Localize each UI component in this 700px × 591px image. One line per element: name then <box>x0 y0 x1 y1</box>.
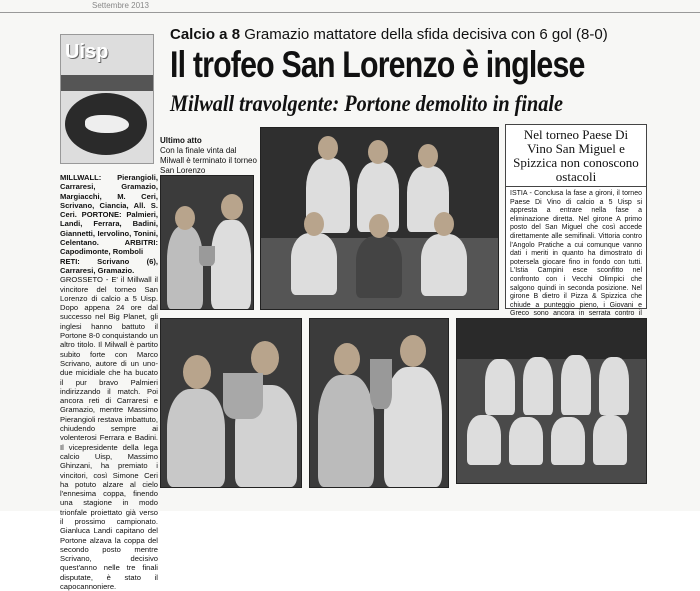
caption-title: Ultimo atto <box>160 136 202 145</box>
player <box>523 357 553 415</box>
player-head <box>434 212 454 236</box>
person-head <box>183 355 211 389</box>
player <box>356 236 402 298</box>
person-head <box>251 341 279 375</box>
trophy <box>199 246 215 266</box>
kicker-rest: Gramazio mattatore della sfida decisiva con 6 gol (8-0) <box>244 26 608 43</box>
logo-band <box>61 75 153 91</box>
trophy <box>223 373 263 419</box>
player <box>509 417 543 465</box>
photo-trophy-handover <box>160 175 254 310</box>
person-head <box>400 335 426 367</box>
person <box>167 389 225 487</box>
player <box>561 355 591 415</box>
photo-cup-bottom-center <box>309 318 449 488</box>
person <box>167 226 203 309</box>
article-column <box>60 173 158 591</box>
headline: Il trofeo San Lorenzo è inglese <box>170 44 585 85</box>
masthead-date: Settembre 2013 <box>92 1 149 10</box>
player <box>291 233 337 295</box>
kicker-bold: Calcio a 8 <box>170 26 241 43</box>
player <box>599 357 629 415</box>
article-body: GROSSETO - E' il Millwall il vincitore del torneo San Lorenzo di calcio a 5 Uisp. Dopo appena 24 ore dal successo nel Big Planet, gli inglesi hanno battuto il Portone 8-0 conquistando un altro titolo. Il Milwall è partito subito forte con Marco Scrivano, autore di un uno-due micidiale che ha bucato il pur bravo Palmieri indirizzando il match. Poi ancora reti di Carraresi e Gramazio, mentre Massimo Pierangioli restava imbattuto, chiudendo sempre ai volenterosi Ferrara e Badini. Il vicepresidente della lega calcio Uisp, Massimo Ghinzani, ha premiato i vincitori, così Simone Ceri ha potuto alzare al cielo l'ennesima coppa, finendo una stagione in modo trionfale proiettato già verso il prossimo campionato. Gianluca Landi capitano del Portone alzava la coppa del secondo posto mentre Scrivano, decisivo quest'anno nelle tre finali disputate, è stato il capocannoniere. <box>60 275 158 591</box>
person-head <box>175 206 195 230</box>
photo-team <box>260 127 499 310</box>
player-head <box>318 136 338 160</box>
person-head <box>221 194 243 220</box>
lineups: MILLWALL: Pierangioli, Carraresi, Gramazio, Margiacchi, M. Ceri, Scrivano, Ciancia, All. S. Ceri. PORTONE: Palmieri, Landi, Ferrara, Badini, Giannetti, Iervolino, Tonini, Celentano. ARBITRI: Capodimonte, Romboli <box>60 173 158 257</box>
person-head <box>334 343 360 375</box>
logo-text: Uisp <box>65 41 109 63</box>
photo-caption <box>160 136 260 176</box>
player <box>593 415 627 465</box>
player-head <box>369 214 389 238</box>
article-kicker <box>170 26 608 43</box>
player-head <box>368 140 388 164</box>
player-head <box>418 144 438 168</box>
person <box>211 220 251 309</box>
logo-emblem <box>65 93 147 155</box>
player <box>421 234 467 296</box>
person <box>318 375 374 487</box>
player <box>551 417 585 465</box>
background <box>457 319 646 359</box>
player-head <box>304 212 324 236</box>
masthead-line <box>0 0 700 13</box>
photo-team-bottom-right <box>456 318 647 484</box>
uisp-logo <box>60 34 154 164</box>
person <box>384 367 442 487</box>
sidebar-box <box>505 124 647 318</box>
photo-cup-bottom-left <box>160 318 302 488</box>
sidebar-title: Nel torneo Paese Di Vino San Miguel e Spizzica non conoscono ostacoli <box>506 125 646 187</box>
trophy <box>370 359 392 409</box>
player <box>467 415 501 465</box>
subheadline: Milwall travolgente: Portone demolito in finale <box>170 91 564 116</box>
player <box>485 359 515 415</box>
sidebar-body: ISTIA - Conclusa la fase a gironi, il torneo Paese Di Vino di calcio a 5 Uisp si appresta a entrare nella fase a eliminazione diretta. Nel girone A primo posto del San Miguel che così accede direttamente alle semifinali. Vittoria contro l'Angolo Pratiche a cui comunque vanno dati i meriti in quanto ha dimostrato di potersela giocare fino in fondo con tutti. L'Istia Campini esce sconfitto nel confronto con i Vecchi Olimpici che salgono quindi in seconda posizione. Nel girone B dietro il Pizza & Spizzica che chiude a punteggio pieno, i Giovani e Greco sono ancora in serrata contro il <box>510 190 642 318</box>
goals: RETI: Scrivano (6), Carraresi, Gramazio. <box>60 256 158 275</box>
caption-text: Con la finale vinta dal Milwall è terminato il torneo San Lorenzo <box>160 146 257 175</box>
